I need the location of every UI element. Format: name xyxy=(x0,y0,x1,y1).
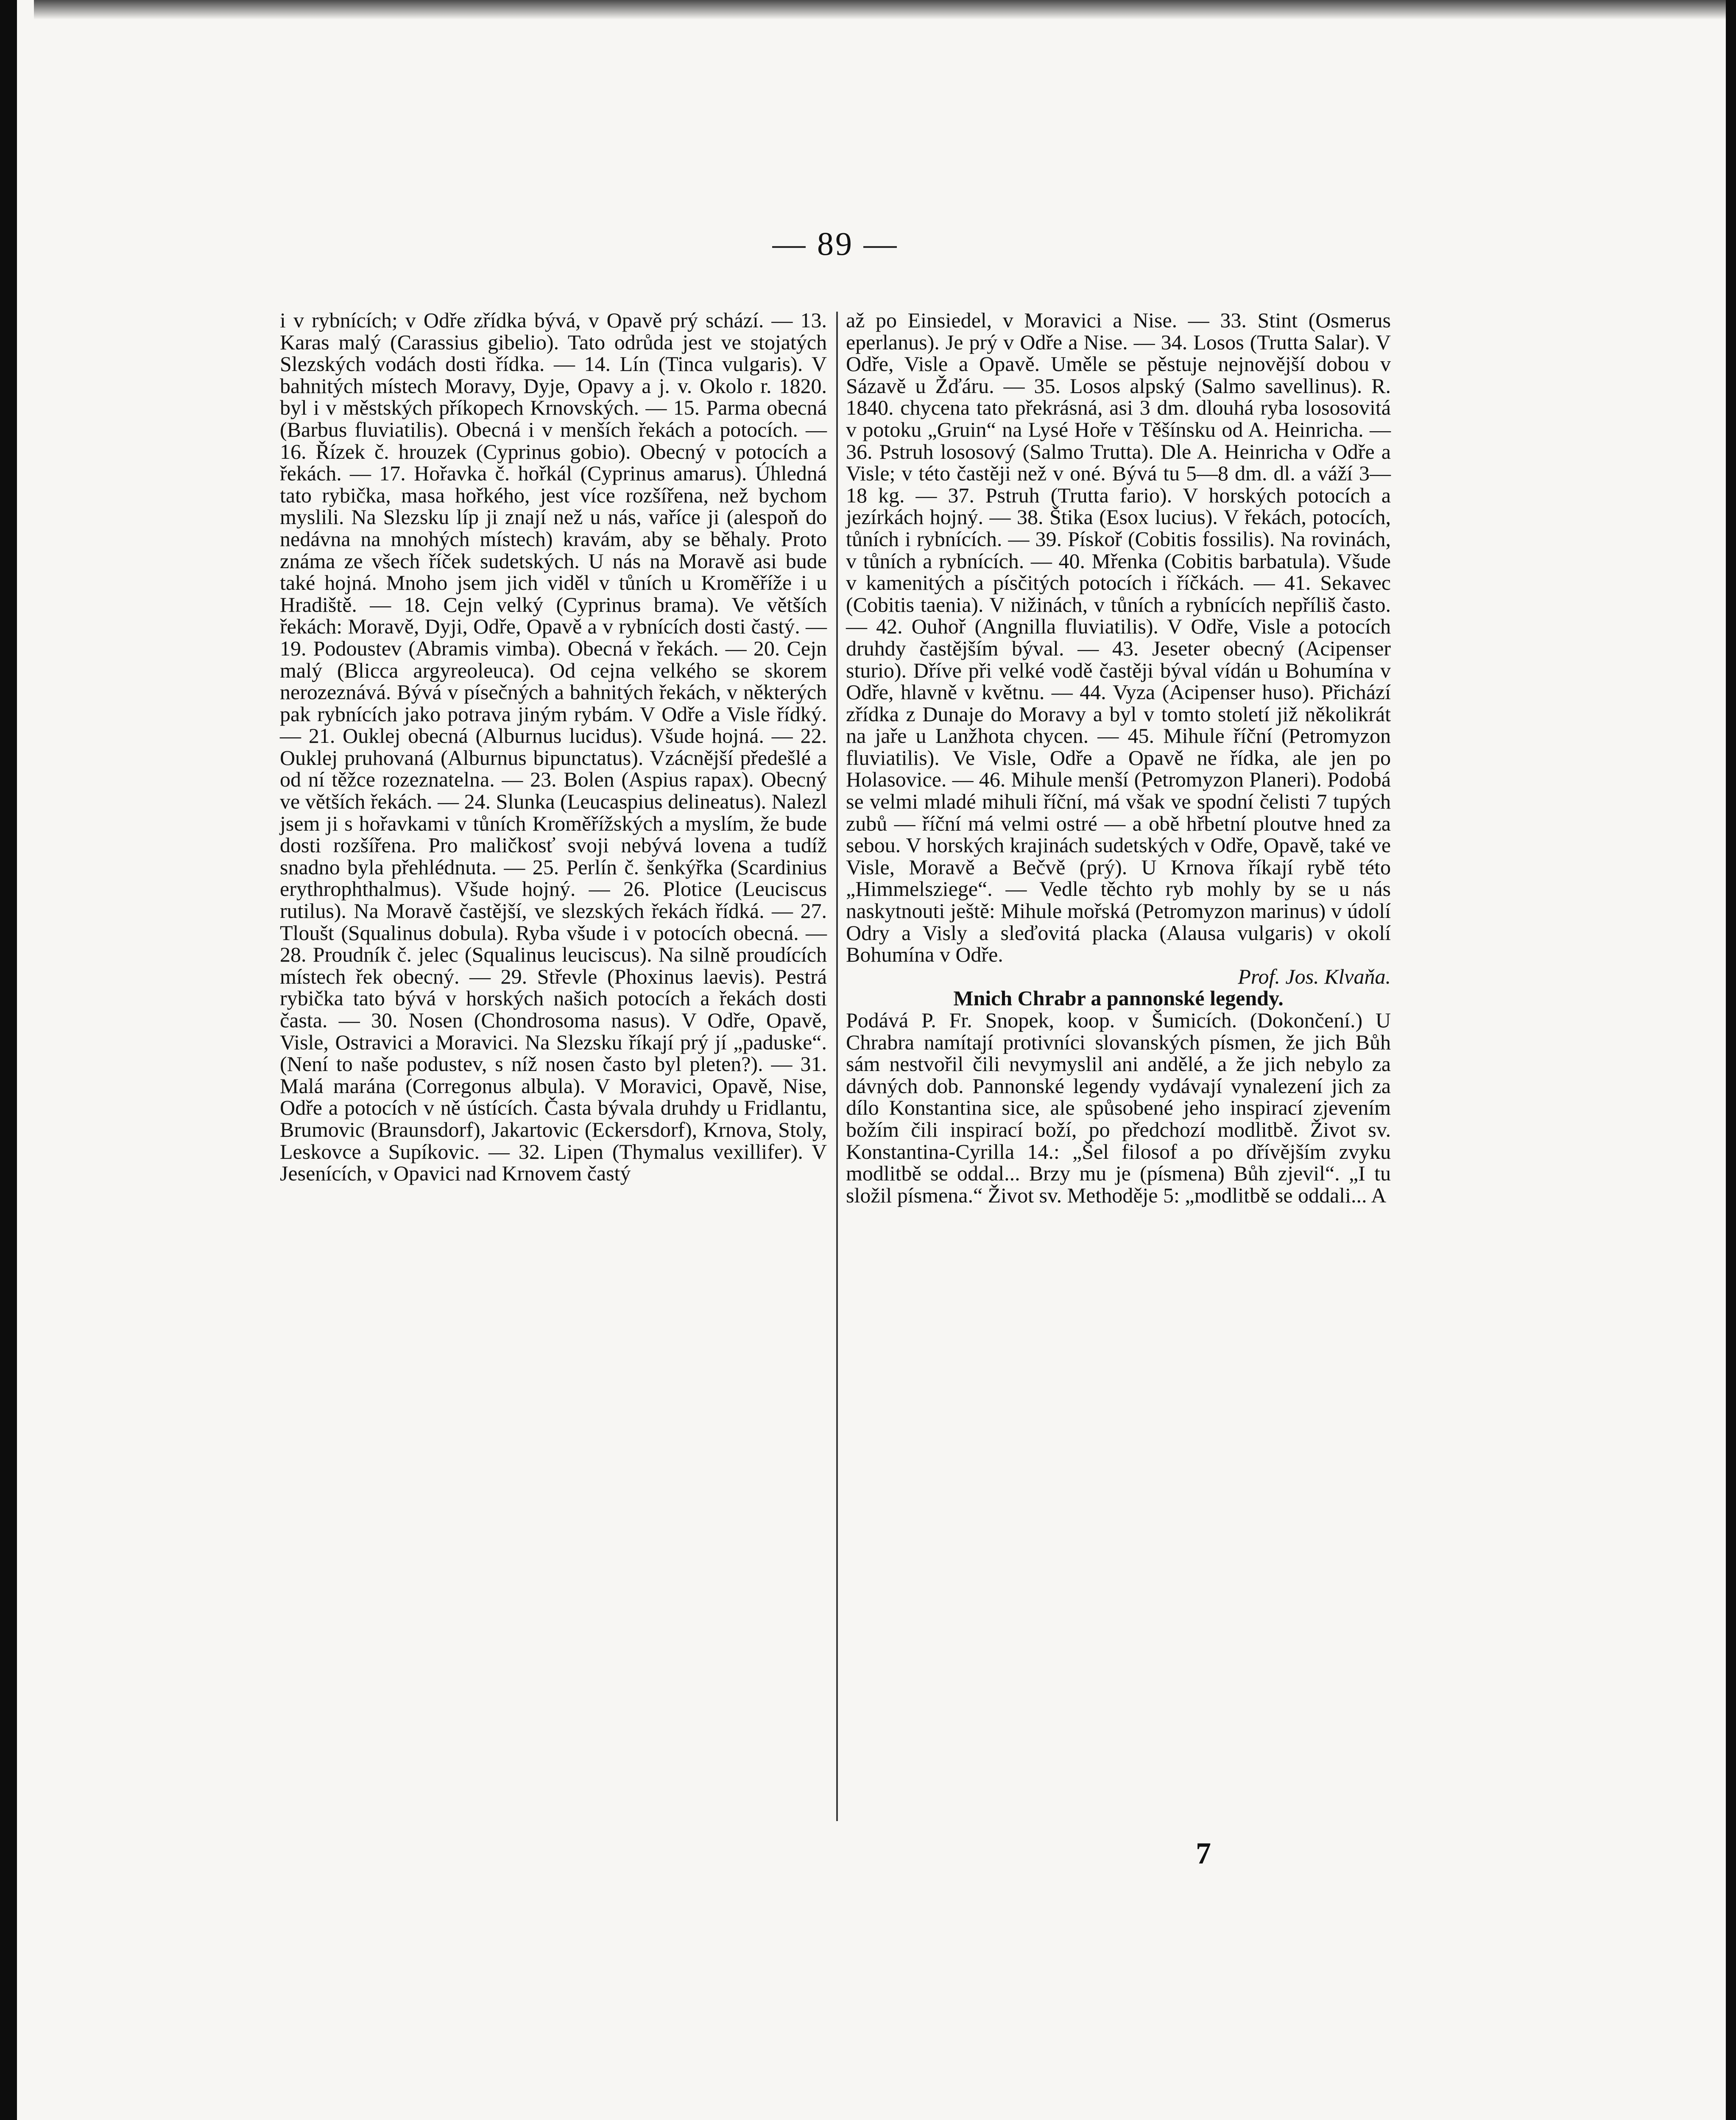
left-text-column xyxy=(280,310,827,1185)
scan-edge-left xyxy=(0,0,17,2120)
scan-top-shadow xyxy=(34,0,1726,20)
page-number: — 89 — xyxy=(772,225,899,262)
left-column-paragraph: i v rybnících; v Odře zřídka bývá, v Opavě prý schází. — 13. Karas malý (Carassius gibelio). Tato odrůda jest ve stojatých Slezských vodách dosti řídka. — 14. Lín (Tinca vulgaris). V bahnitých místech Moravy, Dyje, Opavy a j. v. Okolo r. 1820. byl i v městských příkopech Krnovských. — 15. Parma obecná (Barbus fluviatilis). Obecná i v menších řekách a potocích. — 16. Řízek č. hrouzek (Cyprinus gobio). Obecný v potocích a řekách. — 17. Hořavka č. hořkál (Cyprinus amarus). Úhledná tato rybička, masa hořkého, jest více rozšířena, než bychom myslili. Na Slezsku líp ji znají než u nás, vaříce ji (alespoň do nedávna na mnohých místech) kravám, aby se běhaly. Proto známa ze všech říček sudetských. U nás na Moravě asi bude také hojná. Mnoho jsem jich viděl v tůních u Kroměříže i u Hradiště. — 18. Cejn velký (Cyprinus brama). Ve větších řekách: Moravě, Dyji, Odře, Opavě a v rybnících dosti častý. — 19. Podoustev (Abramis vimba). Obecná v řekách. — 20. Cejn malý (Blicca argyreoleuca). Od cejna velkého se skorem nerozeznává. Bývá v písečných a bahnitých řekách, v některých pak rybnících jako potrava jiným rybám. V Odře a Visle řídký. — 21. Ouklej obecná (Alburnus lucidus). Všude hojná. — 22. Ouklej pruhovaná (Alburnus bipunctatus). Vzácnější předešlé a od ní těžce rozeznatelna. — 23. Bolen (Aspius rapax). Obecný ve větších řekách. — 24. Slunka (Leucaspius delineatus). Nalezl jsem ji s hořavkami v tůních Kroměřížských a myslím, že bude dosti rozšířena. Pro maličkosť svoji nebývá lovena a tudíž snadno byla přehlédnuta. — 25. Perlín č. šenkýřka (Scardinius erythrophthalmus). Všude hojný. — 26. Plotice (Leuciscus rutilus). Na Moravě častější, ve slezských řekách řídká. — 27. Tloušt (Squalinus dobula). Ryba všude i v potocích obecná. — 28. Proudník č. jelec (Squalinus leuciscus). Na silně proudících místech řek obecný. — 29. Střevle (Phoxinus laevis). Pestrá rybička tato bývá v horských našich potocích a řekách dosti časta. — 30. Nosen (Chondrosoma nasus). V Odře, Opavě, Visle, Ostravici a Moravici. Na Slezsku říkají prý jí „paduske“. (Není to naše podustev, s níž nosen často byl pleten?). — 31. Malá marána (Corregonus albula). V Moravici, Opavě, Nise, Odře a potocích v ně ústících. Častа bývala druhdy u Fridlantu, Brumovic (Braunsdorf), Jakartovic (Eckersdorf), Krnova, Stoly, Leskovce a Supíkovic. — 32. Lipen (Thymalus vexillifer). V Jesenících, v Opavici nad Krnovem častý xyxy=(280,308,827,1186)
right-column-paragraph: až po Einsiedel, v Moravici a Nise. — 33. Stint (Osmerus eperlanus). Je prý v Odře a Nise. — 34. Losos (Trutta Salar). V Odře, Visle a Opavě. Uměle se pěstuje nejnovější dobou v Sázavě u Žďáru. — 35. Losos alpský (Salmo savellinus). R. 1840. chycena tato překrásná, asi 3 dm. dlouhá ryba lososovitá v potoku „Gruin“ na Lysé Hoře v Těšínsku od A. Heinricha. — 36. Pstruh lososový (Salmo Trutta). Dle A. Heinricha v Odře a Visle; v této častěji než v oné. Bývá tu 5—8 dm. dl. a váží 3— 18 kg. — 37. Pstruh (Trutta fario). V horských potocích a jezírkách hojný. — 38. Štika (Esox lucius). V řekách, potocích, tůních i rybnících. — 39. Pískoř (Cobitis fossilis). Na rovinách, v tůních a rybnících. — 40. Mřenka (Cobitis barbatula). Všude v kamenitých a písčitých potocích i říčkách. — 41. Sekavec (Cobitis taenia). V nižinách, v tůních a rybnících nepříliš často. — 42. Ouhoř (Angnilla fluviatilis). V Odře, Visle a potocích druhdy častějším býval. — 43. Jeseter obecný (Acipenser sturio). Dříve při velké vodě častěji býval vídán u Bohumína v Odře, hlavně v květnu. — 44. Vyza (Acipenser huso). Přichází zřídka z Dunaje do Moravy a byl v tomto století již několikrát na jaře u Lanžhota chycen. — 45. Mihule říční (Petromyzon fluviatilis). Ve Visle, Odře a Opavě ne řídka, ale jen po Holasovice. — 46. Mihule menší (Petromyzon Planeri). Podobá se velmi mladé mihuli říční, má však ve spodní čelisti 7 tupých zubů — říční má velmi ostré — a obě hřbetní ploutve hned za sebou. V horských krajinách sudetských v Odře, Opavě, také ve Visle, Moravě a Bečvě (prý). U Krnova říkají rybě této „Himmelsziege“. — Vedle těchto ryb mohly by se u nás naskytnouti ještě: Mihule mořská (Petromyzon marinus) v údolí Odry a Visly a sleďovitá placka (Alausa vulgaris) v okolí Bohumína v Odře. xyxy=(846,308,1391,967)
article-title: Mnich Chrabr a pannonské legendy. xyxy=(953,986,1284,1010)
column-divider xyxy=(836,312,838,1821)
right-text-column xyxy=(846,310,1391,1206)
article-paragraph: Podává P. Fr. Snopek, koop. v Šumicích. (Dokončení.) U Chrabra namítají protivníci slovanských písmen, že jich Bůh sám nestvořil čili nevymyslil ani andělé, a že jich nebylo za dávných dob. Pannonské legendy vydávají vynalezení jich za dílo Konstantina sice, ale spůsobené jeho inspirací zjevením božím čili inspirací boží, po předchozí modlitbě. Život sv. Konstantina-Cyrilla 14.: „Šel filosof a po dřívějším zvyku modlitbě se oddal... Brzy mu je (písmena) Bůh zjevil“. „I tu složil písmena.“ Život sv. Methoděje 5: „modlitbě se oddali... A xyxy=(846,1008,1391,1207)
author-signature: Prof. Jos. Klvaňa. xyxy=(1238,964,1391,988)
sheet-signature-mark: 7 xyxy=(1196,1836,1211,1870)
book-page xyxy=(17,0,1726,2120)
scan-edge-right xyxy=(1726,0,1736,2120)
